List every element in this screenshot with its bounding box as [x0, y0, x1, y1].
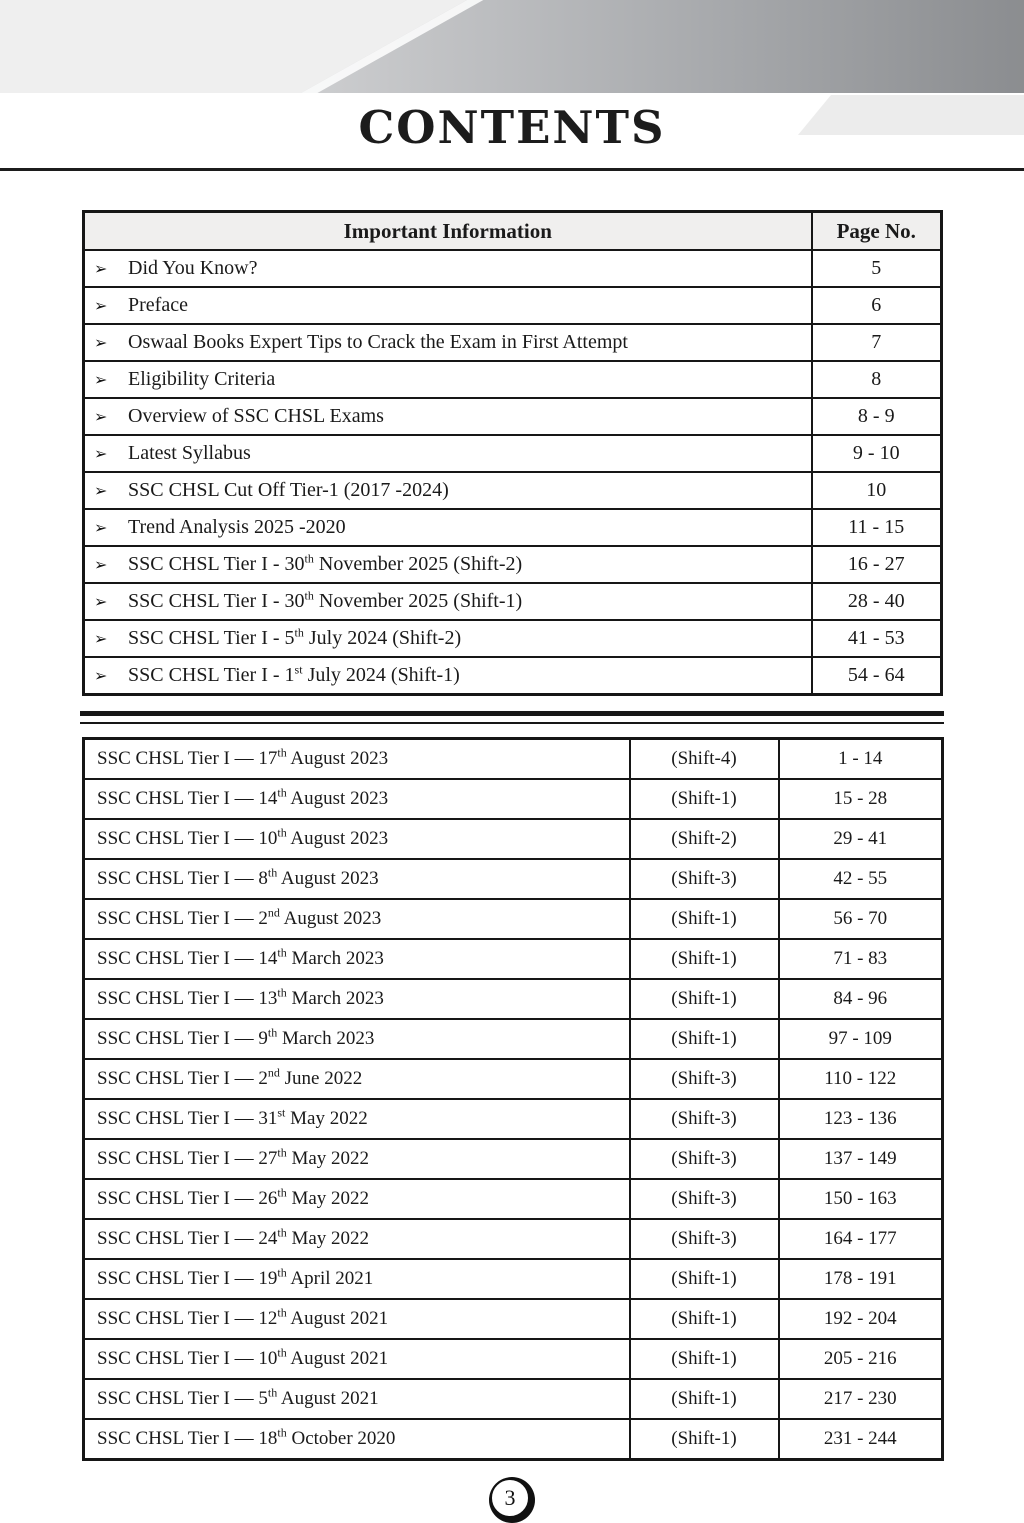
- paper-pages: 137 - 149: [779, 1139, 943, 1179]
- toc-entry-label: Preface: [128, 294, 188, 316]
- paper-pages: 42 - 55: [779, 859, 943, 899]
- paper-row: [84, 1059, 943, 1099]
- arrow-bullet-icon: ➢: [94, 557, 108, 574]
- important-info-header: Important Information: [84, 212, 812, 251]
- paper-title: SSC CHSL Tier I — 8th August 2023: [84, 859, 630, 899]
- paper-shift: (Shift-1): [630, 1379, 779, 1419]
- toc-entry-page: 11 - 15: [812, 509, 942, 546]
- paper-shift: (Shift-1): [630, 1019, 779, 1059]
- page-number-medallion: [489, 1477, 535, 1523]
- paper-title: SSC CHSL Tier I — 13th March 2023: [84, 979, 630, 1019]
- page-footer: [0, 1477, 1024, 1523]
- toc-row: [84, 435, 942, 472]
- paper-title: SSC CHSL Tier I — 9th March 2023: [84, 1019, 630, 1059]
- page-title: CONTENTS: [358, 101, 666, 154]
- title-divider-rule: [0, 168, 1024, 171]
- paper-title: SSC CHSL Tier I — 10th August 2023: [84, 819, 630, 859]
- paper-shift: (Shift-3): [630, 859, 779, 899]
- solved-papers-table-body: [84, 739, 943, 1460]
- toc-entry-label: Latest Syllabus: [128, 442, 251, 464]
- paper-shift: (Shift-1): [630, 779, 779, 819]
- paper-row: [84, 1099, 943, 1139]
- paper-pages: 123 - 136: [779, 1099, 943, 1139]
- arrow-bullet-icon: ➢: [94, 409, 108, 426]
- paper-title: SSC CHSL Tier I — 27th May 2022: [84, 1139, 630, 1179]
- title-band: [0, 93, 1024, 168]
- toc-entry-cell: [84, 435, 812, 472]
- paper-title: SSC CHSL Tier I — 26th May 2022: [84, 1179, 630, 1219]
- paper-title: SSC CHSL Tier I — 31st May 2022: [84, 1099, 630, 1139]
- paper-row: [84, 1179, 943, 1219]
- toc-row: [84, 657, 942, 695]
- paper-row: [84, 819, 943, 859]
- paper-title: SSC CHSL Tier I — 24th May 2022: [84, 1219, 630, 1259]
- toc-entry-label: Did You Know?: [128, 257, 258, 279]
- arrow-bullet-icon: ➢: [94, 446, 108, 463]
- paper-row: [84, 1139, 943, 1179]
- arrow-bullet-icon: ➢: [94, 298, 108, 315]
- arrow-bullet-icon: ➢: [94, 335, 108, 352]
- paper-shift: (Shift-1): [630, 1339, 779, 1379]
- toc-entry-cell: [84, 250, 812, 287]
- paper-row: [84, 859, 943, 899]
- toc-entry-page: 10: [812, 472, 942, 509]
- toc-entry-cell: [84, 361, 812, 398]
- paper-title: SSC CHSL Tier I — 2nd June 2022: [84, 1059, 630, 1099]
- paper-row: [84, 779, 943, 819]
- paper-pages: 84 - 96: [779, 979, 943, 1019]
- arrow-bullet-icon: ➢: [94, 594, 108, 611]
- toc-row: [84, 583, 942, 620]
- paper-shift: (Shift-3): [630, 1139, 779, 1179]
- toc-entry-page: 5: [812, 250, 942, 287]
- paper-title: SSC CHSL Tier I — 2nd August 2023: [84, 899, 630, 939]
- toc-entry-cell: [84, 472, 812, 509]
- toc-entry-page: 8 - 9: [812, 398, 942, 435]
- paper-pages: 29 - 41: [779, 819, 943, 859]
- paper-pages: 178 - 191: [779, 1259, 943, 1299]
- paper-pages: 205 - 216: [779, 1339, 943, 1379]
- paper-pages: 97 - 109: [779, 1019, 943, 1059]
- toc-entry-label: Overview of SSC CHSL Exams: [128, 405, 384, 427]
- paper-row: [84, 1259, 943, 1299]
- toc-entry-page: 16 - 27: [812, 546, 942, 583]
- toc-entry-cell: [84, 620, 812, 657]
- toc-entry-label: SSC CHSL Tier I - 30th November 2025 (Shift-2): [128, 551, 523, 575]
- paper-row: [84, 1019, 943, 1059]
- solved-papers-table: [82, 737, 944, 1461]
- important-info-table: [82, 210, 943, 696]
- paper-pages: 150 - 163: [779, 1179, 943, 1219]
- paper-pages: 15 - 28: [779, 779, 943, 819]
- toc-entry-page: 6: [812, 287, 942, 324]
- paper-title: SSC CHSL Tier I — 5th August 2021: [84, 1379, 630, 1419]
- paper-shift: (Shift-1): [630, 899, 779, 939]
- toc-entry-cell: [84, 583, 812, 620]
- paper-pages: 231 - 244: [779, 1419, 943, 1460]
- page-no-header: Page No.: [812, 212, 942, 251]
- toc-entry-cell: [84, 287, 812, 324]
- arrow-bullet-icon: ➢: [94, 372, 108, 389]
- arrow-bullet-icon: ➢: [94, 520, 108, 537]
- paper-row: [84, 1339, 943, 1379]
- toc-entry-label: SSC CHSL Tier I - 30th November 2025 (Shift-1): [128, 588, 523, 612]
- toc-entry-label: Eligibility Criteria: [128, 368, 276, 390]
- toc-entry-cell: [84, 324, 812, 361]
- corner-decoration-panel: [798, 95, 1024, 135]
- toc-entry-cell: [84, 509, 812, 546]
- paper-shift: (Shift-1): [630, 1419, 779, 1460]
- paper-shift: (Shift-1): [630, 1299, 779, 1339]
- toc-entry-page: 7: [812, 324, 942, 361]
- toc-entry-label: SSC CHSL Tier I - 1st July 2024 (Shift-1): [128, 662, 460, 686]
- toc-row: [84, 546, 942, 583]
- paper-shift: (Shift-2): [630, 819, 779, 859]
- paper-title: SSC CHSL Tier I — 19th April 2021: [84, 1259, 630, 1299]
- arrow-bullet-icon: ➢: [94, 483, 108, 500]
- toc-entry-label: Oswaal Books Expert Tips to Crack the Exam in First Attempt: [128, 331, 628, 353]
- paper-row: [84, 939, 943, 979]
- important-info-header-row: [84, 212, 942, 251]
- paper-row: [84, 1379, 943, 1419]
- paper-title: SSC CHSL Tier I — 14th August 2023: [84, 779, 630, 819]
- paper-shift: (Shift-1): [630, 979, 779, 1019]
- toc-entry-cell: [84, 398, 812, 435]
- toc-entry-page: 8: [812, 361, 942, 398]
- toc-entry-page: 9 - 10: [812, 435, 942, 472]
- paper-row: [84, 979, 943, 1019]
- toc-row: [84, 472, 942, 509]
- paper-title: SSC CHSL Tier I — 10th August 2021: [84, 1339, 630, 1379]
- paper-title: SSC CHSL Tier I — 14th March 2023: [84, 939, 630, 979]
- paper-pages: 56 - 70: [779, 899, 943, 939]
- toc-entry-page: 54 - 64: [812, 657, 942, 695]
- paper-shift: (Shift-3): [630, 1219, 779, 1259]
- page-number: 3: [490, 1478, 530, 1518]
- paper-row: [84, 1219, 943, 1259]
- paper-pages: 71 - 83: [779, 939, 943, 979]
- toc-entry-label: SSC CHSL Tier I - 5th July 2024 (Shift-2): [128, 625, 462, 649]
- toc-row: [84, 509, 942, 546]
- double-rule-divider: [80, 711, 944, 724]
- toc-row: [84, 287, 942, 324]
- arrow-bullet-icon: ➢: [94, 631, 108, 648]
- paper-title: SSC CHSL Tier I — 18th October 2020: [84, 1419, 630, 1460]
- paper-pages: 1 - 14: [779, 739, 943, 780]
- paper-title: SSC CHSL Tier I — 12th August 2021: [84, 1299, 630, 1339]
- paper-shift: (Shift-3): [630, 1099, 779, 1139]
- banner-light-panel: [0, 0, 1024, 93]
- arrow-bullet-icon: ➢: [94, 668, 108, 685]
- arrow-bullet-icon: ➢: [94, 261, 108, 278]
- toc-entry-label: Trend Analysis 2025 -2020: [128, 516, 346, 538]
- paper-shift: (Shift-4): [630, 739, 779, 780]
- paper-shift: (Shift-3): [630, 1059, 779, 1099]
- toc-row: [84, 250, 942, 287]
- toc-entry-page: 41 - 53: [812, 620, 942, 657]
- header-banner: [0, 0, 1024, 93]
- paper-shift: (Shift-3): [630, 1179, 779, 1219]
- important-info-table-body: [84, 250, 942, 695]
- toc-entry-label: SSC CHSL Cut Off Tier-1 (2017 -2024): [128, 479, 449, 501]
- toc-entry-cell: [84, 546, 812, 583]
- toc-entry-cell: [84, 657, 812, 695]
- paper-shift: (Shift-1): [630, 1259, 779, 1299]
- paper-pages: 110 - 122: [779, 1059, 943, 1099]
- paper-row: [84, 739, 943, 780]
- paper-pages: 217 - 230: [779, 1379, 943, 1419]
- paper-shift: (Shift-1): [630, 939, 779, 979]
- toc-row: [84, 324, 942, 361]
- toc-entry-page: 28 - 40: [812, 583, 942, 620]
- paper-pages: 192 - 204: [779, 1299, 943, 1339]
- paper-row: [84, 1299, 943, 1339]
- paper-title: SSC CHSL Tier I — 17th August 2023: [84, 739, 630, 780]
- toc-row: [84, 398, 942, 435]
- paper-row: [84, 899, 943, 939]
- toc-row: [84, 361, 942, 398]
- paper-pages: 164 - 177: [779, 1219, 943, 1259]
- paper-row: [84, 1419, 943, 1460]
- toc-row: [84, 620, 942, 657]
